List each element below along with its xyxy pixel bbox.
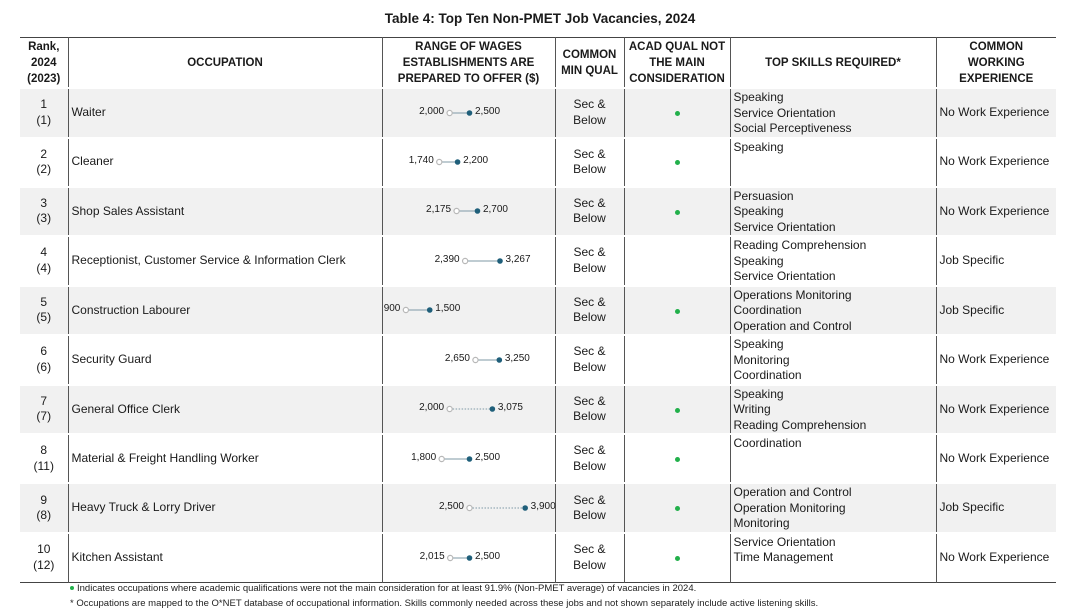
- rank-cell: [20, 533, 68, 582]
- wage-cell: [382, 335, 555, 385]
- wage-min-label: 2,500: [438, 501, 464, 513]
- wage-max-dot: [466, 555, 472, 561]
- skill-item: Speaking: [733, 337, 784, 352]
- acad-cell: [624, 286, 730, 336]
- wage-max-label: 2,500: [475, 451, 501, 463]
- occupation-cell: Material & Freight Handling Worker: [68, 434, 382, 483]
- header-rank: Rank, 2024 (2023): [27, 40, 61, 85]
- green-dot-icon: [675, 506, 680, 511]
- skill-item: Service Orientation: [733, 534, 836, 549]
- min-qual-cell: Sec & Below: [555, 385, 624, 435]
- wage-range-plot: [386, 394, 552, 424]
- min-qual-cell: Sec & Below: [555, 286, 624, 336]
- skills-cell: [730, 236, 936, 286]
- skill-item: Service Orientation: [733, 219, 836, 234]
- wage-max-dot: [474, 209, 480, 215]
- rank-2024: 9: [40, 492, 48, 507]
- rank-cell: [20, 483, 68, 533]
- acad-cell: [624, 533, 730, 582]
- header-experience: COMMON WORKING EXPERIENCE: [936, 38, 1056, 89]
- rank-cell: [20, 434, 68, 483]
- rank-2024: 10: [37, 542, 51, 557]
- experience-cell: No Work Experience: [936, 138, 1056, 187]
- wage-min-dot: [472, 357, 477, 362]
- wage-max-dot: [466, 456, 472, 462]
- wage-min-label: 1,740: [408, 155, 434, 167]
- skills-cell: [730, 286, 936, 336]
- wage-min-label: 2,000: [419, 402, 445, 414]
- wage-max-label: 3,267: [505, 253, 531, 265]
- skill-item: Coordination: [733, 436, 802, 451]
- rank-2024: 3: [40, 195, 48, 210]
- wage-max-label: 2,200: [463, 155, 489, 167]
- skills-cell: [730, 533, 936, 582]
- rank-2024: 6: [40, 344, 48, 359]
- experience-cell: No Work Experience: [936, 88, 1056, 138]
- skill-item: Reading Comprehension: [733, 417, 867, 432]
- wage-min-label: 2,015: [419, 550, 445, 562]
- rank-cell: [20, 88, 68, 138]
- wage-range-svg: [386, 394, 553, 424]
- rank-2023: (6): [36, 359, 52, 374]
- wage-max-label: 2,700: [482, 204, 508, 216]
- wage-cell: [382, 286, 555, 336]
- wage-max-dot: [454, 159, 460, 165]
- acad-cell: [624, 88, 730, 138]
- wage-min-dot: [453, 209, 458, 214]
- table-row: [20, 533, 1056, 582]
- green-dot-icon: [675, 309, 680, 314]
- wage-range-svg: [386, 493, 553, 523]
- skill-item: Speaking: [733, 386, 784, 401]
- table-row: [20, 385, 1056, 435]
- wage-max-dot: [522, 505, 528, 511]
- occupation-cell: Shop Sales Assistant: [68, 187, 382, 237]
- skill-item: Service Orientation: [733, 269, 836, 284]
- occupation-cell: Heavy Truck & Lorry Driver: [68, 483, 382, 533]
- footnotes: [70, 581, 818, 611]
- wage-cell: [382, 138, 555, 187]
- min-qual-cell: Sec & Below: [555, 138, 624, 187]
- acad-cell: [624, 434, 730, 483]
- wage-range-plot: [383, 295, 552, 325]
- green-dot-icon: [675, 408, 680, 413]
- wage-cell: [382, 187, 555, 237]
- header-occupation: OCCUPATION: [68, 38, 382, 89]
- skills-cell: [730, 138, 936, 187]
- acad-cell: [624, 138, 730, 187]
- rank-2024: 4: [40, 245, 48, 260]
- experience-cell: No Work Experience: [936, 187, 1056, 237]
- rank-2024: 2: [40, 146, 48, 161]
- rank-2023: (12): [33, 557, 55, 572]
- table-title: Table 4: Top Ten Non-PMET Job Vacancies, 2024: [384, 11, 696, 26]
- wage-max-dot: [426, 308, 432, 314]
- wage-max-label: 2,500: [475, 550, 501, 562]
- wage-min-label: 1,800: [411, 451, 437, 463]
- skill-item: Writing: [733, 402, 771, 417]
- skills-cell: [730, 483, 936, 533]
- acad-cell: [624, 483, 730, 533]
- occupation-cell: General Office Clerk: [68, 385, 382, 435]
- skills-cell: [730, 88, 936, 138]
- wage-range-plot: [386, 444, 552, 474]
- wage-range-svg: [383, 295, 553, 325]
- wage-max-label: 3,075: [497, 402, 523, 414]
- wage-min-label: 2,650: [444, 352, 470, 364]
- min-qual-cell: Sec & Below: [555, 236, 624, 286]
- table-row: [20, 483, 1056, 533]
- min-qual-cell: Sec & Below: [555, 187, 624, 237]
- skill-item: Time Management: [733, 550, 834, 565]
- green-dot-icon: [675, 210, 680, 215]
- skill-item: Operation and Control: [733, 318, 852, 333]
- wage-min-dot: [447, 110, 452, 115]
- skill-item: Persuasion: [733, 188, 794, 203]
- header-min-qual: COMMON MIN QUAL: [555, 38, 624, 89]
- rank-2024: 1: [40, 97, 48, 112]
- table-row: [20, 88, 1056, 138]
- skill-item: Speaking: [733, 253, 784, 268]
- skill-item: Speaking: [733, 139, 784, 154]
- wage-range-svg: [386, 196, 553, 226]
- green-dot-icon: [675, 160, 680, 165]
- header-wages: RANGE OF WAGES ESTABLISHMENTS ARE PREPARED TO OFFER ($): [382, 38, 555, 89]
- rank-2023: (5): [36, 310, 52, 325]
- rank-cell: [20, 187, 68, 237]
- skill-item: Coordination: [733, 368, 802, 383]
- skill-item: Coordination: [733, 303, 802, 318]
- wage-range-svg: [386, 543, 553, 573]
- min-qual-cell: Sec & Below: [555, 88, 624, 138]
- skill-item: Service Orientation: [733, 105, 836, 120]
- rank-cell: [20, 138, 68, 187]
- experience-cell: No Work Experience: [936, 335, 1056, 385]
- green-dot-icon: [675, 111, 680, 116]
- wage-range-plot: [386, 543, 552, 573]
- occupation-cell: Kitchen Assistant: [68, 533, 382, 582]
- green-dot-icon: [70, 586, 74, 590]
- occupation-cell: Security Guard: [68, 335, 382, 385]
- occupation-cell: Waiter: [68, 88, 382, 138]
- skill-item: Speaking: [733, 90, 784, 104]
- wage-range-plot: [386, 196, 552, 226]
- experience-cell: Job Specific: [936, 236, 1056, 286]
- skill-item: Operation and Control: [733, 485, 852, 500]
- experience-cell: No Work Experience: [936, 533, 1056, 582]
- wage-min-dot: [462, 258, 467, 263]
- occupation-cell: Receptionist, Customer Service & Information Clerk: [68, 236, 382, 286]
- footnote-onet: * Occupations are mapped to the O*NET database of occupational information. Skills commonly needed across these jobs and not shown separately include active listening skills.: [70, 598, 819, 609]
- skill-item: Operation Monitoring: [733, 500, 846, 515]
- wage-cell: [382, 533, 555, 582]
- table-row: [20, 434, 1056, 483]
- rank-2024: 8: [40, 443, 48, 458]
- wage-max-dot: [489, 407, 495, 413]
- table-row: [20, 335, 1056, 385]
- acad-cell: [624, 236, 730, 286]
- skills-cell: [730, 434, 936, 483]
- wage-max-label: 2,500: [475, 105, 501, 117]
- table-row: [20, 138, 1056, 187]
- wage-max-dot: [496, 357, 502, 363]
- min-qual-cell: Sec & Below: [555, 483, 624, 533]
- rank-2023: (11): [33, 458, 54, 473]
- wage-cell: [382, 483, 555, 533]
- wage-max-label: 3,250: [504, 352, 530, 364]
- rank-cell: [20, 286, 68, 336]
- rank-cell: [20, 335, 68, 385]
- wage-min-dot: [466, 506, 471, 511]
- wage-min-dot: [439, 456, 444, 461]
- rank-2023: (8): [36, 508, 52, 523]
- skill-item: Reading Comprehension: [733, 238, 867, 253]
- wage-range-plot: [386, 98, 552, 128]
- rank-cell: [20, 236, 68, 286]
- rank-2024: 7: [40, 393, 48, 408]
- wage-max-label: 3,900: [530, 501, 556, 513]
- skills-cell: [730, 187, 936, 237]
- rank-2023: (4): [36, 260, 52, 275]
- wage-range-plot: [386, 246, 552, 276]
- header-skills: TOP SKILLS REQUIRED*: [730, 38, 936, 89]
- wage-cell: [382, 236, 555, 286]
- min-qual-cell: Sec & Below: [555, 533, 624, 582]
- min-qual-cell: Sec & Below: [555, 434, 624, 483]
- green-dot-icon: [675, 457, 680, 462]
- skills-cell: [730, 335, 936, 385]
- skill-item: Monitoring: [733, 352, 790, 367]
- acad-cell: [624, 385, 730, 435]
- table-row: [20, 286, 1056, 336]
- footnote-acad: Indicates occupations where academic qualifications were not the main consideration for at least 91.9% (Non-PMET average) of vacancies in 2024.: [70, 581, 818, 596]
- rank-2024: 5: [40, 294, 48, 309]
- wage-cell: [382, 385, 555, 435]
- vacancies-table: [20, 37, 1056, 583]
- skill-item: Speaking: [733, 204, 784, 219]
- wage-range-svg: [386, 98, 553, 128]
- skill-item: Monitoring: [733, 516, 790, 531]
- experience-cell: No Work Experience: [936, 434, 1056, 483]
- skills-cell: [730, 385, 936, 435]
- wage-range-plot: [386, 493, 556, 523]
- table-body: [20, 88, 1056, 582]
- table-row: [20, 236, 1056, 286]
- rank-2023: (2): [36, 162, 52, 177]
- rank-cell: [20, 385, 68, 435]
- wage-min-label: 2,000: [419, 105, 445, 117]
- rank-2023: (1): [36, 112, 52, 127]
- wage-cell: [382, 434, 555, 483]
- wage-min-label: 2,175: [426, 204, 452, 216]
- wage-cell: [382, 88, 555, 138]
- wage-min-dot: [447, 555, 452, 560]
- wage-min-dot: [447, 407, 452, 412]
- wage-min-dot: [436, 159, 441, 164]
- skill-item: Operations Monitoring: [733, 287, 852, 302]
- rank-2023: (3): [36, 211, 52, 226]
- wage-max-dot: [466, 110, 472, 116]
- min-qual-cell: Sec & Below: [555, 335, 624, 385]
- wage-range-plot: [386, 147, 552, 177]
- skill-item: Social Perceptiveness: [733, 121, 852, 135]
- experience-cell: No Work Experience: [936, 385, 1056, 435]
- wage-min-dot: [403, 308, 408, 313]
- header-acad: ACAD QUAL NOT THE MAIN CONSIDERATION: [624, 38, 730, 89]
- occupation-cell: Cleaner: [68, 138, 382, 187]
- experience-cell: Job Specific: [936, 286, 1056, 336]
- header-row: [20, 38, 1056, 89]
- acad-cell: [624, 335, 730, 385]
- green-dot-icon: [675, 556, 680, 561]
- table-row: [20, 187, 1056, 237]
- rank-2023: (7): [36, 409, 52, 424]
- experience-cell: Job Specific: [936, 483, 1056, 533]
- wage-range-plot: [386, 345, 552, 375]
- wage-min-label: 900: [383, 303, 401, 315]
- wage-min-label: 2,390: [434, 253, 460, 265]
- wage-max-label: 1,500: [435, 303, 461, 315]
- wage-max-dot: [497, 258, 503, 264]
- acad-cell: [624, 187, 730, 237]
- occupation-cell: Construction Labourer: [68, 286, 382, 336]
